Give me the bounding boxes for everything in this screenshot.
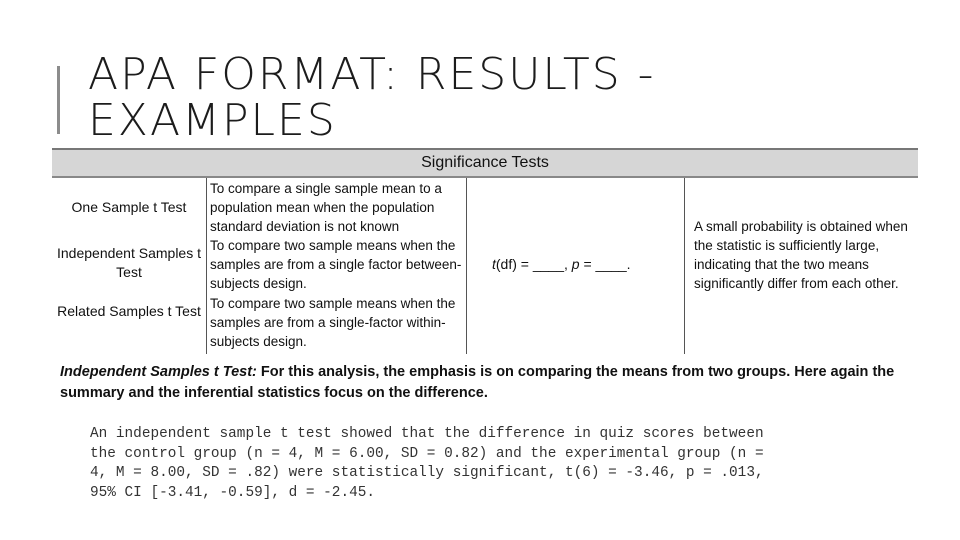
column-divider xyxy=(206,178,207,354)
paragraph-lead: Independent Samples t Test: xyxy=(60,364,257,380)
significance-tests-table xyxy=(52,148,918,354)
apa-example-report xyxy=(90,425,890,503)
example-line: 95% CI [-3.41, -0.59], d = -2.45. xyxy=(90,484,375,501)
purpose-one-sample: To compare a single sample mean to a population mean when the population standard deviation is not known xyxy=(210,181,442,234)
formula-p: p xyxy=(571,256,580,272)
interpretation-text: A small probability is obtained when the statistic is sufficiently large, indicating that the two means significantly differ from each other. xyxy=(694,219,908,291)
column-divider xyxy=(466,178,467,354)
test-name-related: Related Samples t Test xyxy=(57,303,201,319)
independent-t-test-description xyxy=(60,362,920,404)
test-name-independent: Independent Samples t Test xyxy=(57,245,201,280)
t-test-formula xyxy=(492,256,682,272)
example-line: 4, M = 8.00, SD = .82) were statistically significant, t(6) = -3.46, p = .013, xyxy=(90,465,764,481)
formula-df: (df) = ____, xyxy=(495,256,572,272)
paragraph-body: For this analysis, the emphasis is on comparing the means from two groups. Here again the summary and the inferential statistics focus on the difference. xyxy=(60,364,895,401)
column-divider xyxy=(684,178,685,354)
purpose-related: To compare two sample means when the samples are from a single-factor within-subjects design. xyxy=(210,296,456,349)
formula-rest: = ____. xyxy=(579,256,631,272)
test-name-one-sample: One Sample t Test xyxy=(71,199,187,215)
example-line: An independent sample t test showed that the difference in quiz scores between xyxy=(90,426,764,442)
slide-title: APA FORMAT: RESULTS - EXAMPLES xyxy=(88,49,656,146)
formula-t: t xyxy=(492,256,496,272)
example-line: the control group (n = 4, M = 6.00, SD = 0.82) and the experimental group (n = xyxy=(90,445,764,462)
purpose-independent: To compare two sample means when the samples are from a single factor between-subjects design. xyxy=(210,238,462,291)
table-header: Significance Tests xyxy=(52,150,918,178)
title-accent-bar xyxy=(57,66,60,134)
